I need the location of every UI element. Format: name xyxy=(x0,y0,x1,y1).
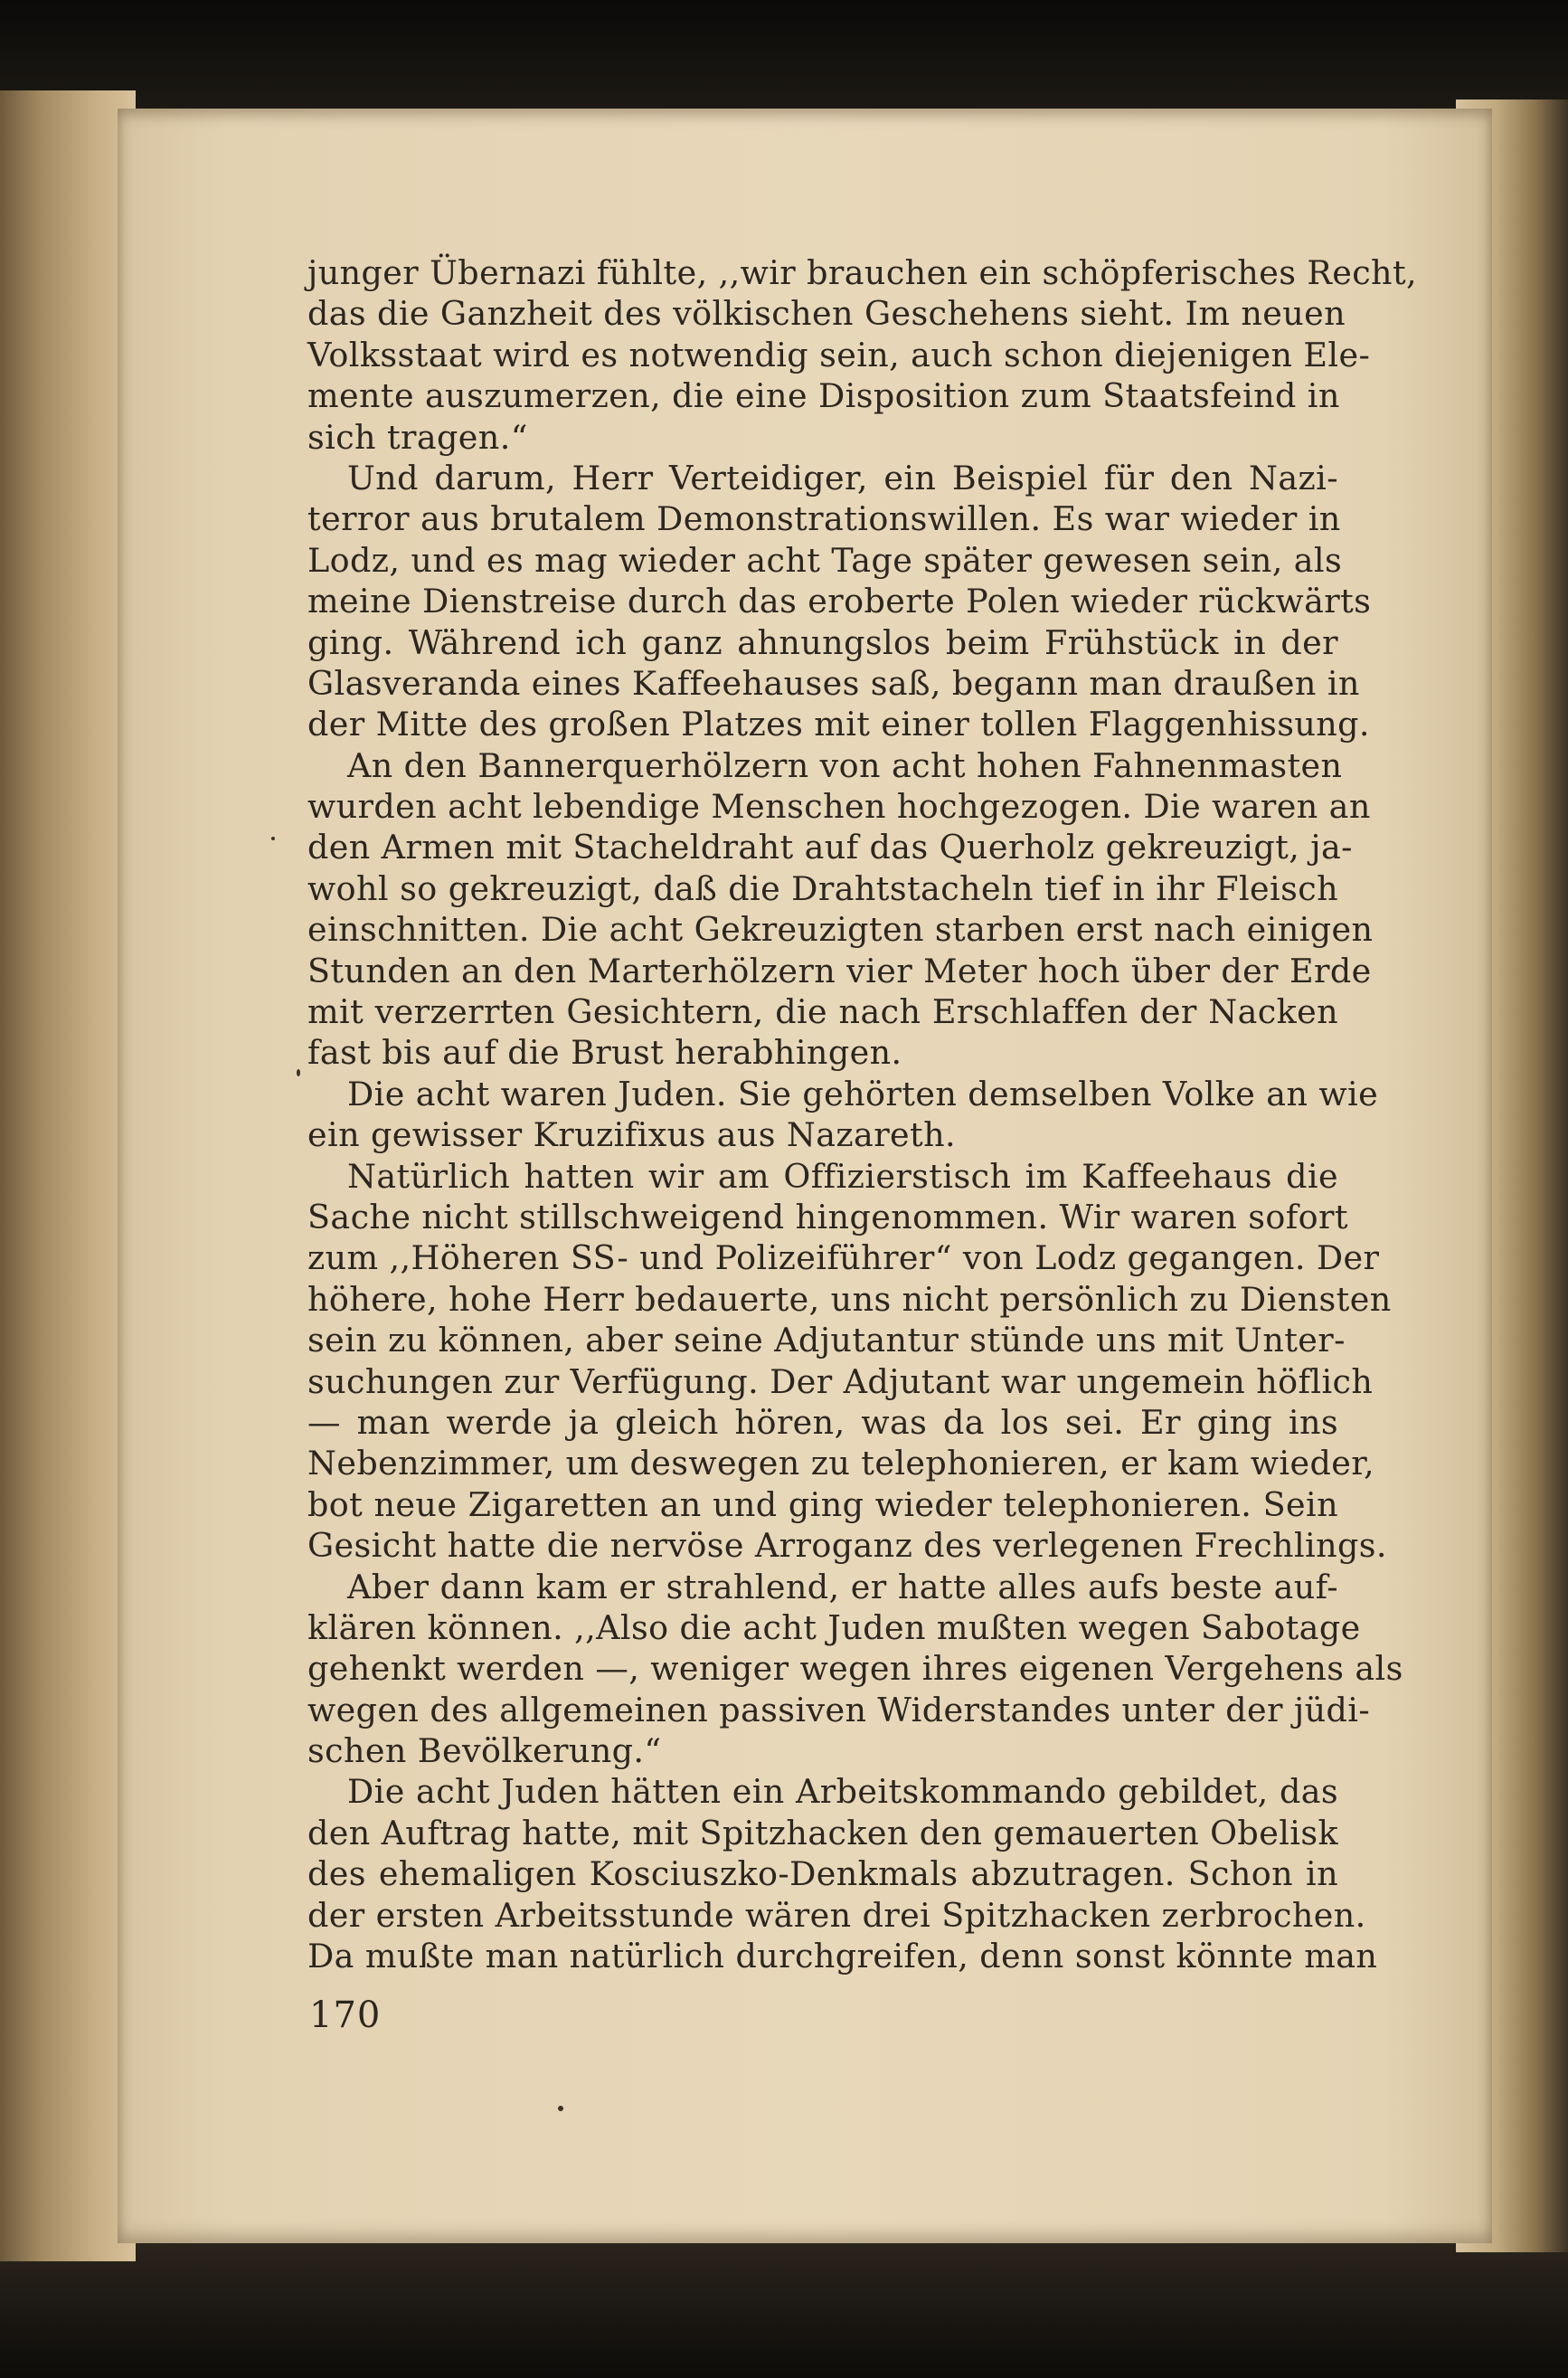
text-line: junger Übernazi fühlte, ,,wir brauchen ein schöpferisches Recht, xyxy=(307,253,1418,292)
text-line: sein zu können, aber seine Adjutantur stünde uns mit Unter- xyxy=(307,1321,1346,1360)
text-line: höhere, hohe Herr bedauerte, uns nicht persönlich zu Diensten xyxy=(307,1279,1392,1319)
text-line: den Armen mit Stacheldraht auf das Querholz gekreuzigt, ja- xyxy=(307,828,1353,867)
text-line: suchungen zur Verfügung. Der Adjutant war ungemein höflich xyxy=(307,1361,1374,1401)
text-line: klären können. ,,Also die acht Juden mußten wegen Sabotage xyxy=(307,1607,1361,1647)
page-number: 170 xyxy=(309,1994,382,2036)
text-line: das die Ganzheit des völkischen Geschehens sieht. Im neuen xyxy=(307,294,1346,334)
text-line: wegen des allgemeinen passiven Widerstandes unter der jüdi- xyxy=(307,1690,1371,1729)
book-cover-top xyxy=(0,0,1568,109)
text-line: mit verzerrten Gesichtern, die nach Erschlaffen der Nacken xyxy=(307,992,1338,1032)
text-line: einschnitten. Die acht Gekreuzigten starben erst nach einigen xyxy=(307,910,1374,950)
text-line: Glasveranda eines Kaffeehauses saß, begann man draußen in xyxy=(307,663,1360,703)
text-line: Lodz, und es mag wieder acht Tage später gewesen sein, als xyxy=(307,540,1343,580)
text-line: ging. Während ich ganz ahnungslos beim Frühstück in der xyxy=(307,622,1338,662)
text-line: ein gewisser Kruzifixus aus Nazareth. xyxy=(307,1115,957,1155)
paragraph-start: An den Bannerquerhölzern von acht hohen Fahnenmasten xyxy=(347,745,1343,785)
paragraph-start: Die acht waren Juden. Sie gehörten demselben Volke an wie xyxy=(347,1074,1379,1113)
book-cover-bottom xyxy=(0,2243,1568,2378)
text-line: Da mußte man natürlich durchgreifen, denn sonst könnte man xyxy=(307,1937,1378,1976)
text-line: zum ,,Höheren SS- und Polizeiführer“ von Lodz gegangen. Der xyxy=(307,1238,1380,1278)
paragraph-start: Natürlich hatten wir am Offizierstisch im Kaffeehaus die xyxy=(347,1156,1338,1196)
paper-speck xyxy=(271,837,275,840)
paper-speck xyxy=(558,2106,563,2111)
text-line: sich tragen.“ xyxy=(307,417,528,457)
text-line: bot neue Zigaretten an und ging wieder telephonieren. Sein xyxy=(307,1484,1338,1524)
text-line: wurden acht lebendige Menschen hochgezogen. Die waren an xyxy=(307,787,1371,827)
text-line: Gesicht hatte die nervöse Arroganz des verlegenen Frechlings. xyxy=(307,1526,1387,1566)
paragraph-start: Die acht Juden hätten ein Arbeitskommando gebildet, das xyxy=(347,1772,1338,1812)
text-line: Stunden an den Marterhölzern vier Meter hoch über der Erde xyxy=(307,951,1372,990)
text-line: fast bis auf die Brust herabhingen. xyxy=(307,1033,902,1073)
text-line: mente auszumerzen, die eine Disposition zum Staatsfeind in xyxy=(307,376,1340,416)
text-line: terror aus brutalem Demonstrationswillen. Es war wieder in xyxy=(307,499,1341,539)
text-line: den Auftrag hatte, mit Spitzhacken den gemauerten Obelisk xyxy=(307,1813,1338,1852)
text-line: der Mitte des großen Platzes mit einer tollen Flaggenhissung. xyxy=(307,705,1370,744)
text-line: des ehemaligen Kosciuszko-Denkmals abzutragen. Schon in xyxy=(307,1854,1338,1894)
text-line: der ersten Arbeitsstunde wären drei Spitzhacken zerbrochen. xyxy=(307,1895,1366,1935)
text-line: gehenkt werden —, weniger wegen ihres eigenen Vergehens als xyxy=(307,1649,1403,1689)
paragraph-start: Und darum, Herr Verteidiger, ein Beispiel für den Nazi- xyxy=(347,458,1338,497)
text-line: wohl so gekreuzigt, daß die Drahtstacheln tief in ihr Fleisch xyxy=(307,868,1338,908)
page-stack-left xyxy=(0,90,136,2261)
text-line: schen Bevölkerung.“ xyxy=(307,1731,662,1771)
text-line: meine Dienstreise durch das eroberte Polen wieder rückwärts xyxy=(307,582,1372,621)
text-line: Sache nicht stillschweigend hingenommen. Wir waren sofort xyxy=(307,1197,1348,1236)
paper-speck xyxy=(297,1069,300,1076)
body-text xyxy=(307,252,1418,1976)
text-line: — man werde ja gleich hören, was da los sei. Er ging ins xyxy=(307,1402,1338,1442)
text-line: Nebenzimmer, um deswegen zu telephonieren, er kam wieder, xyxy=(307,1444,1375,1483)
paragraph-start: Aber dann kam er strahlend, er hatte alles aufs beste auf- xyxy=(347,1567,1338,1606)
text-line: Volksstaat wird es notwendig sein, auch schon diejenigen Ele- xyxy=(307,335,1371,374)
